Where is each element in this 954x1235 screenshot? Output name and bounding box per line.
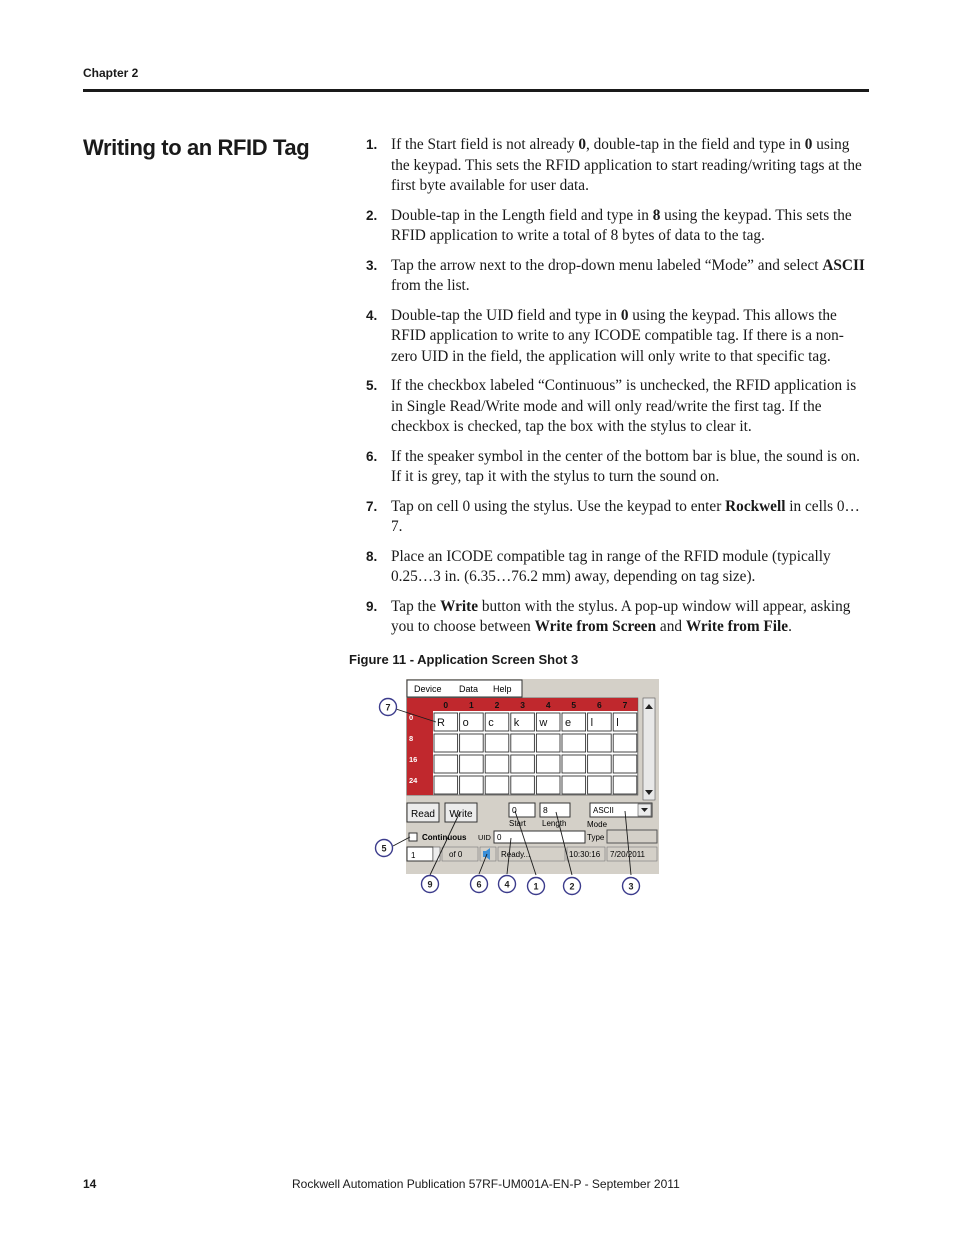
grid-scrollbar[interactable] [643, 698, 655, 800]
publication-info: Rockwell Automation Publication 57RF-UM001A-EN-P - September 2011 [292, 1177, 680, 1191]
grid-cell-value: R [437, 717, 445, 729]
step-emphasis: ASCII [822, 256, 865, 274]
step-1 [366, 135, 869, 197]
status-text: Ready... [501, 850, 531, 859]
step-text: in cells 0…7. [391, 497, 860, 535]
step-text: Tap the [391, 597, 441, 615]
menu-help[interactable]: Help [493, 684, 512, 694]
grid-row-header: 16 [409, 755, 418, 764]
figure-caption: Figure 11 - Application Screen Shot 3 [349, 652, 579, 667]
grid-cell[interactable] [588, 755, 612, 773]
grid-column-header: 5 [571, 700, 577, 710]
callout-number: 5 [381, 843, 387, 854]
grid-cell-value: w [539, 717, 548, 729]
step-number: 9. [366, 598, 378, 614]
grid-cell[interactable] [485, 755, 509, 773]
grid-cell[interactable] [536, 776, 560, 794]
callout-number: 3 [628, 881, 634, 892]
grid-cell[interactable] [536, 734, 560, 752]
grid-cell[interactable] [613, 776, 637, 794]
step-text: Tap the arrow next to the drop-down menu labeled “Mode” and select [391, 256, 823, 274]
step-7 [366, 497, 869, 538]
grid-column-header: 0 [443, 700, 449, 710]
grid-cell[interactable] [434, 776, 458, 794]
header-rule [83, 89, 869, 92]
step-number: 8. [366, 548, 378, 564]
grid-cell[interactable] [434, 755, 458, 773]
uid-label: UID [478, 833, 491, 842]
type-field [607, 830, 657, 843]
callout-number: 1 [533, 881, 539, 892]
grid-cell[interactable] [562, 776, 586, 794]
type-label: Type [587, 833, 605, 842]
write-button-label: Write [449, 809, 473, 820]
step-text: from the list. [391, 277, 470, 294]
step-5 [366, 376, 869, 438]
step-text: . [788, 618, 792, 635]
step-emphasis: Write from Screen [534, 618, 657, 635]
step-text: and [656, 618, 686, 635]
grid-row-header: 0 [409, 713, 414, 722]
grid-cell[interactable] [460, 755, 484, 773]
grid-column-header: 3 [520, 700, 525, 710]
grid-cell[interactable] [562, 755, 586, 773]
grid-cell-value: c [488, 717, 494, 729]
step-text: button with the stylus. A pop-up window will appear, asking you to choose between [391, 597, 851, 635]
grid-cell[interactable] [460, 776, 484, 794]
step-2 [366, 206, 869, 247]
time-text: 10:30:16 [569, 850, 601, 859]
mode-dropdown-value: ASCII [593, 806, 614, 815]
step-text: , double-tap in the field and type in [585, 136, 805, 153]
grid-cell[interactable] [588, 734, 612, 752]
grid-cell[interactable] [511, 734, 535, 752]
grid-cell[interactable] [485, 734, 509, 752]
step-text: If the speaker symbol in the center of the bottom bar is blue, the sound is on. If it is grey, tap it with the stylus to turn the sound on. [391, 447, 860, 485]
start-field-label: Start [509, 819, 526, 828]
step-number: 1. [366, 137, 378, 152]
grid-column-header: 6 [597, 700, 602, 710]
step-emphasis: 0 [578, 136, 586, 153]
section-title: Writing to an RFID Tag [83, 135, 310, 160]
grid-row-header: 24 [409, 776, 418, 785]
step-emphasis: Write [440, 597, 479, 615]
grid-cell[interactable] [613, 734, 637, 752]
menu-data[interactable]: Data [459, 684, 479, 694]
date-text: 7/20/2011 [610, 850, 645, 859]
length-field-label: Length [542, 819, 567, 828]
chapter-label: Chapter 2 [83, 66, 139, 80]
step-9 [366, 597, 869, 638]
grid-column-header: 2 [494, 700, 500, 710]
grid-row-header: 8 [409, 734, 414, 743]
grid-cell[interactable] [460, 734, 484, 752]
grid-cell[interactable] [613, 755, 637, 773]
grid-cell-value: l [616, 717, 619, 729]
step-text: using the keypad. This sets the RFID application to write a total of 8 bytes of data to the tag. [391, 206, 852, 244]
step-number: 5. [366, 378, 378, 393]
callout-number: 6 [476, 879, 482, 890]
step-emphasis: 0 [804, 136, 813, 153]
application-screenshot [370, 676, 670, 900]
step-text: Double-tap in the Length field and type in [391, 206, 653, 224]
step-text: Tap on cell 0 using the stylus. Use the keypad to enter [391, 497, 726, 515]
mode-label: Mode [587, 820, 608, 829]
step-8 [366, 547, 869, 588]
grid-column-header: 7 [622, 700, 628, 710]
grid-cell[interactable] [588, 776, 612, 794]
grid-cell-value: k [513, 717, 520, 729]
uid-field[interactable] [494, 831, 585, 843]
step-text: Place an ICODE compatible tag in range of the RFID module (typically 0.25…3 in. (6.35…76.2 mm) away, depending on tag size). [391, 547, 831, 585]
step-6 [366, 447, 869, 488]
step-text: using the keypad. This sets the RFID application to start reading/writing tags at the first byte available for user data. [391, 136, 862, 194]
grid-cell-value: o [462, 717, 469, 729]
grid-cell[interactable] [511, 776, 535, 794]
step-3 [366, 256, 869, 297]
callout-number: 4 [504, 879, 510, 890]
step-text: using the keypad. This allows the RFID application to write to any ICODE compatible tag. If there is a non-zero UID in the field, the application will only write to that specific tag. [391, 306, 844, 365]
step-emphasis: 0 [620, 306, 629, 324]
uid-field-value: 0 [497, 833, 502, 842]
grid-cell-value: e [565, 717, 572, 729]
continuous-label: Continuous [422, 833, 467, 842]
grid-cell[interactable] [536, 755, 560, 773]
read-button-label: Read [411, 809, 435, 820]
grid-cell[interactable] [485, 776, 509, 794]
grid-column-header: 1 [469, 700, 474, 710]
step-4 [366, 306, 869, 368]
step-text: Double-tap the UID field and type in [391, 306, 621, 324]
length-field-value: 8 [543, 805, 548, 815]
page-spinner[interactable] [433, 847, 440, 861]
step-number: 6. [366, 448, 378, 464]
grid-cell[interactable] [511, 755, 535, 773]
step-text: If the Start field is not already [391, 136, 579, 153]
step-emphasis: Write from File [685, 618, 789, 635]
callout-number: 2 [569, 881, 575, 892]
procedure-steps [366, 135, 869, 647]
grid-cell-value: l [590, 717, 594, 729]
continuous-checkbox[interactable] [409, 833, 417, 841]
callout-number: 9 [427, 879, 433, 890]
page-field-value: 1 [411, 851, 416, 860]
step-text: If the checkbox labeled “Continuous” is unchecked, the RFID application is in Single Read/Write mode and will only read/write the first tag. If the checkbox is checked, tap the box with the stylus to clear it. [391, 377, 857, 435]
step-number: 3. [366, 257, 378, 273]
step-number: 4. [366, 307, 378, 323]
callout-number: 7 [385, 702, 391, 713]
grid-column-header: 4 [545, 700, 551, 710]
grid-cell[interactable] [434, 734, 458, 752]
grid-cell[interactable] [562, 734, 586, 752]
step-emphasis: 8 [652, 206, 661, 224]
start-field-value: 0 [512, 805, 517, 815]
menu-device[interactable]: Device [414, 684, 442, 694]
step-number: 7. [366, 498, 378, 514]
of-count-text: of 0 [449, 850, 463, 859]
step-number: 2. [366, 207, 378, 223]
page-number: 14 [83, 1177, 97, 1191]
step-emphasis: Rockwell [725, 497, 786, 515]
